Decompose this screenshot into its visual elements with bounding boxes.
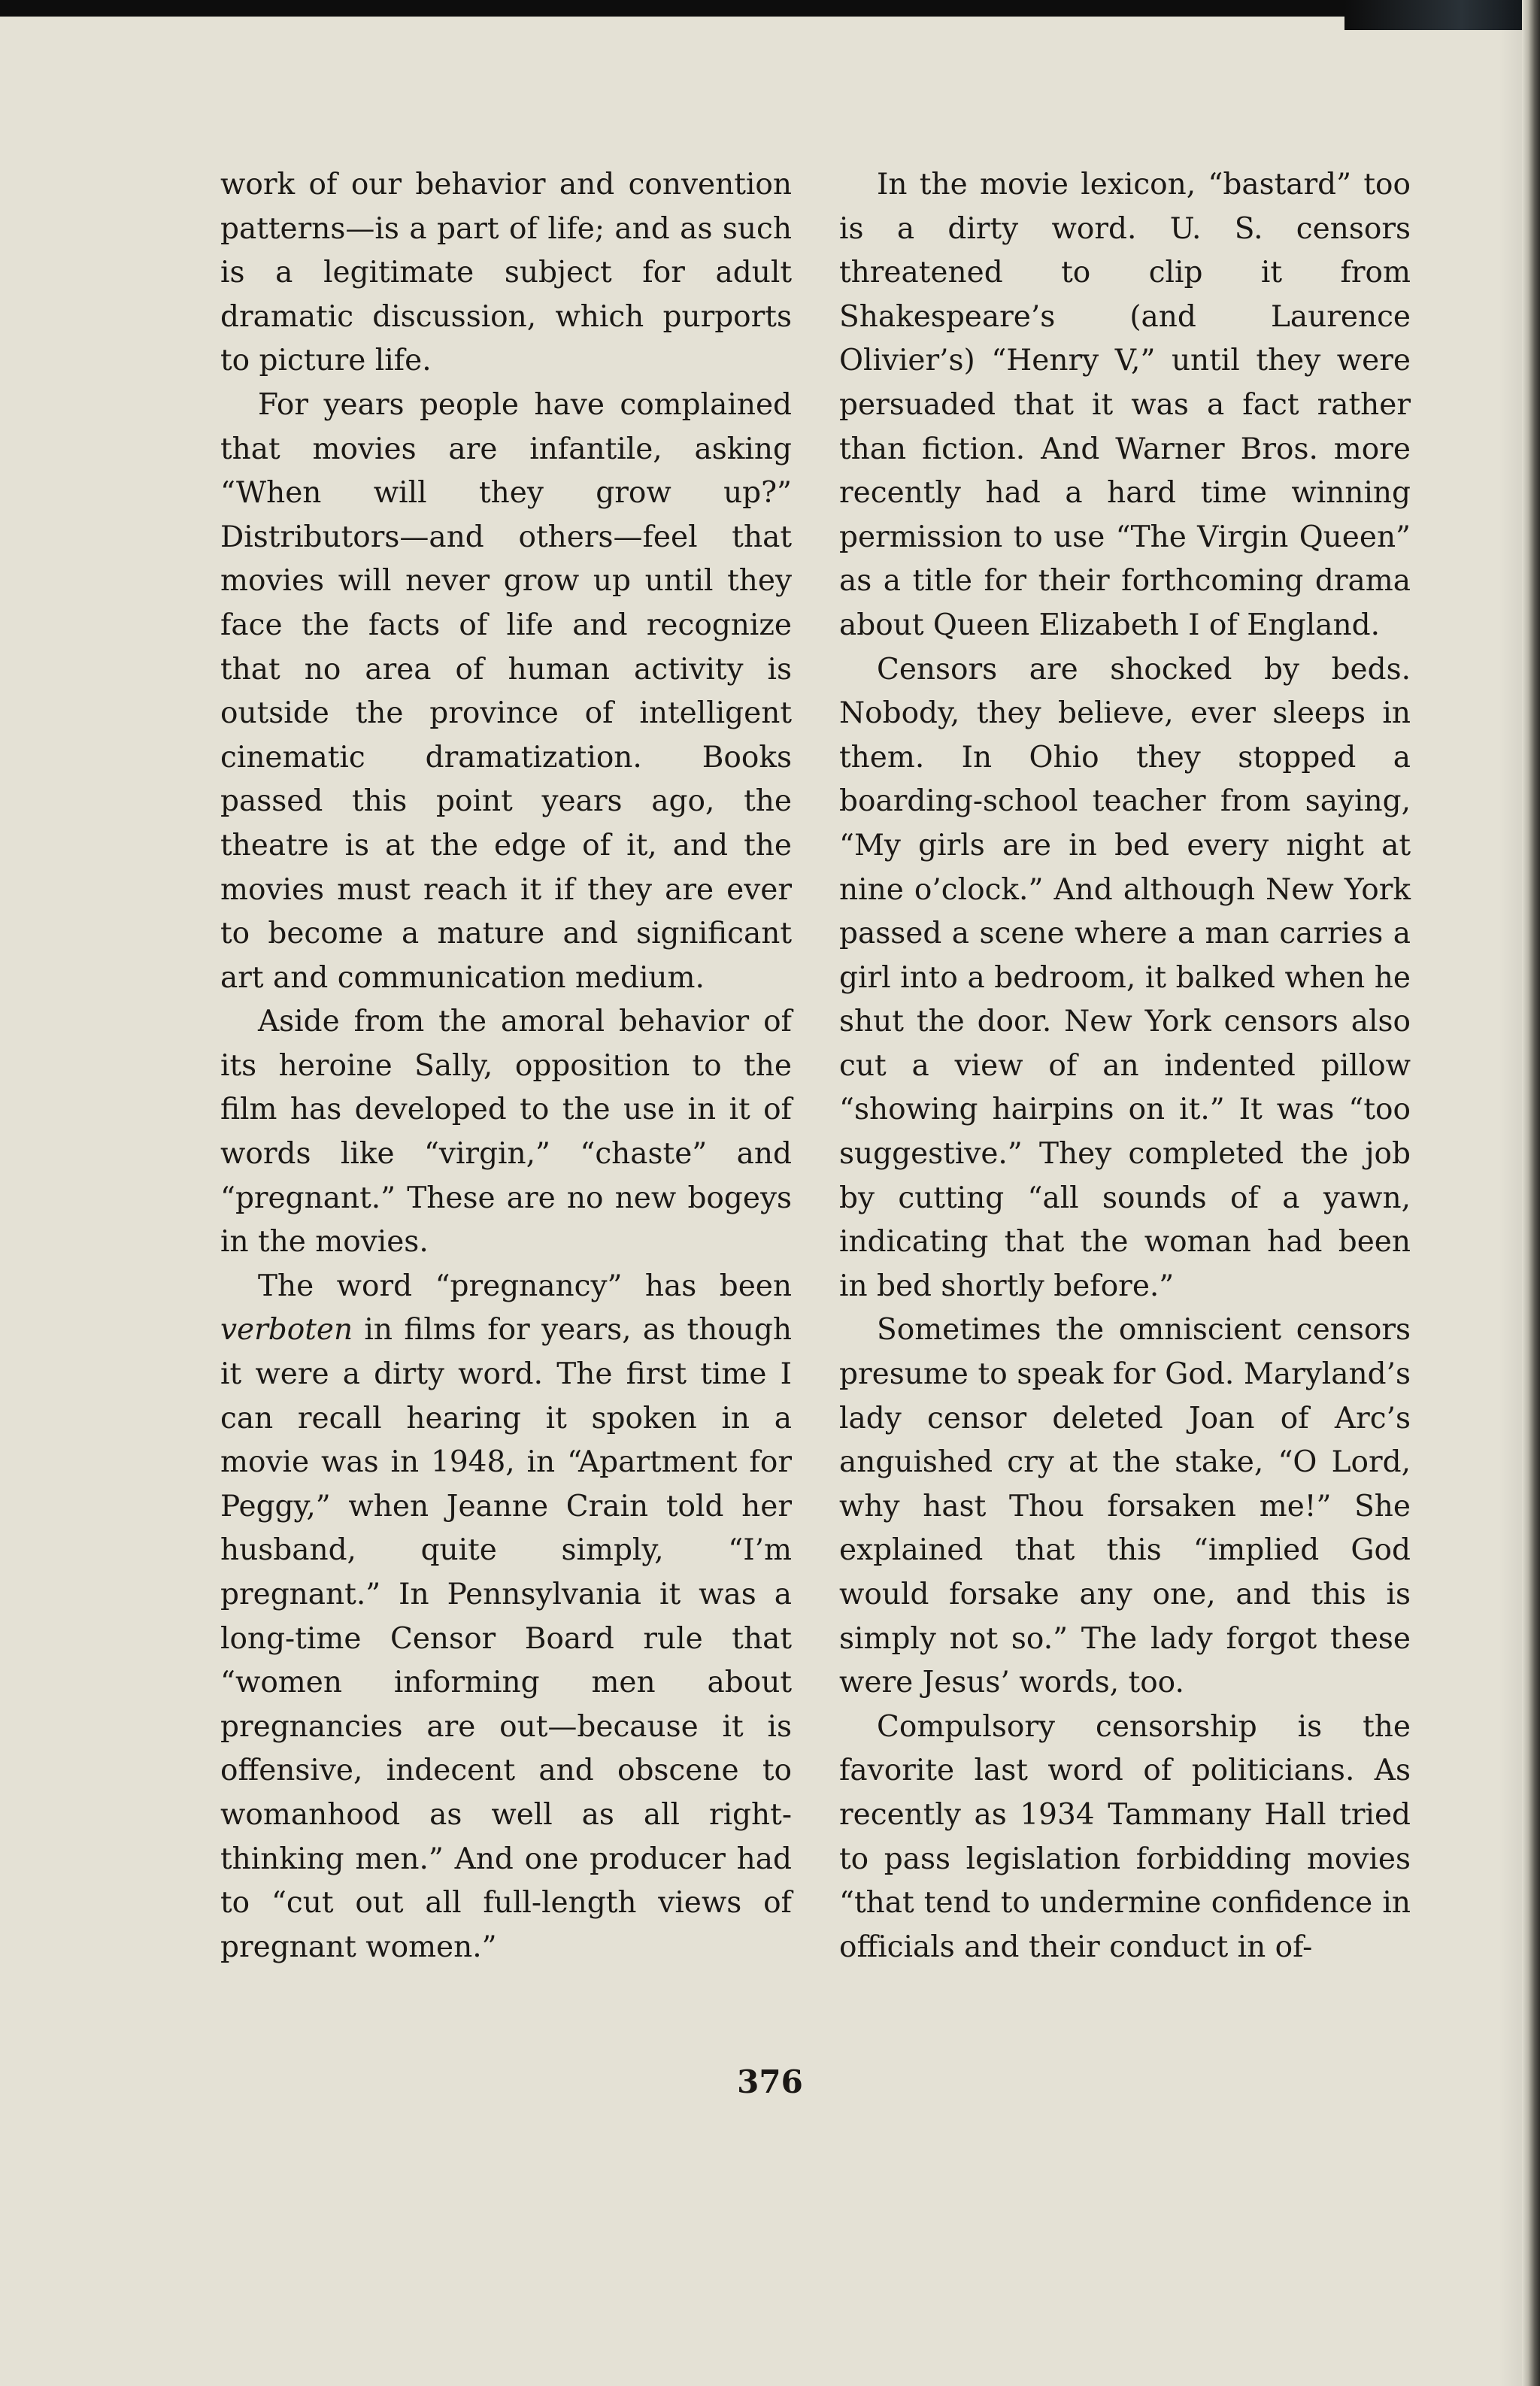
page-shadow <box>1499 0 1522 2386</box>
paragraph: Sometimes the omniscient censors presume to speak for God. Maryland’s lady censor deleted Joan of Arc’s anguished cry at the stake, “O Lord, why hast Thou forsaken me!” She explained that this “implied God would forsake any one, and this is simply not so.” The lady forgot these were Jesus’ words, too. <box>839 1313 1411 1700</box>
page-number: 376 <box>737 2063 803 2100</box>
scan-top-border <box>0 0 1540 17</box>
paragraph: Aside from the amoral behavior of its heroine Sally, opposition to the film has developed to the use in it of words like “virgin,” “chaste” and “pregnant.” These are no new bogeys in the movies. <box>220 1005 792 1260</box>
paragraph-text: The word “pregnancy” has been <box>258 1269 792 1303</box>
paragraph: work of our behavior and convention patterns—is a part of life; and as such is a legitimate subject for adult dramatic discussion, which purports to picture life. <box>220 168 792 378</box>
paragraph: For years people have complained that movies are infantile, asking “When will they grow up?” Distributors—and others—feel that movies will never grow up until they face the facts of life and recognize that no area of human activity is outside the province of intelligent cinematic dramatization. Books passed this point years ago, the theatre is at the edge of it, and the movies must reach it if they are ever to become a mature and significant art and communication medium. <box>220 387 792 995</box>
paragraph: Censors are shocked by beds. Nobody, they believe, ever sleeps in them. In Ohio they stopped a boarding-school teacher from saying, “My girls are in bed every night at nine o’clock.” And although New York passed a scene where a man carries a girl into a bedroom, it balked when he shut the door. New York censors also cut a view of an indented pillow “showing hairpins on it.” It was “too suggestive.” They completed the job by cutting “all sounds of a yawn, indicating that the woman had been in bed shortly before.” <box>839 652 1411 1303</box>
italic-word: verboten <box>220 1313 353 1348</box>
book-page-edge <box>1522 0 1540 2386</box>
left-text-column <box>220 163 792 1969</box>
right-text-column <box>839 163 1411 1969</box>
paragraph: Compulsory censorship is the favorite last word of politicians. As recently as 1934 Tammany Hall tried to pass legislation forbidding movies “that tend to undermine confidence in officials and their conduct in of- <box>839 1709 1411 1964</box>
paragraph <box>220 1265 792 1970</box>
paragraph: In the movie lexicon, “bastard” too is a dirty word. U. S. censors threatened to clip it from Shakespeare’s (and Laurence Olivier’s) “Henry V,” until they were persuaded that it was a fact rather than fiction. And Warner Bros. more recently had a hard time winning permission to use “The Virgin Queen” as a title for their forthcoming drama about Queen Elizabeth I of England. <box>839 168 1411 642</box>
paragraph-text: in films for years, as though it were a dirty word. The first time I can recall hearing it spoken in a movie was in 1948, in “Apartment for Peggy,” when Jeanne Crain told her husband, quite simply, “I’m pregnant.” In Pennsylvania it was a long-time Censor Board rule that “women informing men about pregnancies are out—because it is offensive, indecent and obscene to womanhood as well as all right-thinking men.” And one producer had to “cut out all full-length views of pregnant women.” <box>220 1313 792 1964</box>
